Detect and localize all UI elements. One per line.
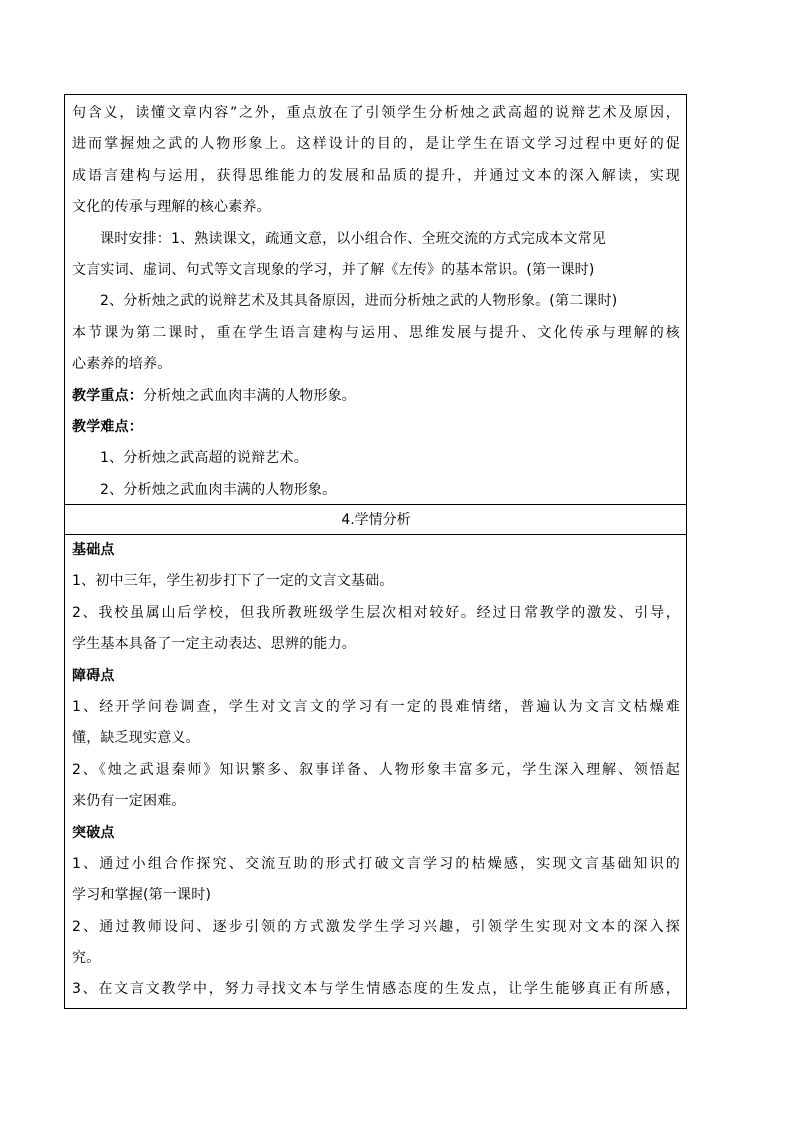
basic-line: 学生基本具备了一定主动表达、思辨的能力。 (72, 636, 356, 653)
lesson-plan-table (64, 94, 687, 1009)
schedule-line: 2、分析烛之武的说辩艺术及其具备原因，进而分析烛之武的人物形象。(第二课时) (100, 293, 618, 310)
paragraph-line: 句含义，读懂文章内容”之外，重点放在了引领学生分析烛之武高超的说辩艺术及原因， (72, 105, 680, 121)
learner-analysis-cell (65, 535, 686, 1008)
key-point-label: 教学重点： (72, 387, 143, 404)
paragraph-line: 成语言建构与运用，获得思维能力的发展和品质的提升，并通过文本的深入解读，实现 (72, 167, 680, 184)
breakthrough-line: 2、通过教师设问、逐步引领的方式激发学生学习兴趣，引领学生实现对文本的深入探 (72, 918, 680, 935)
section-header: 4.学情分析 (65, 505, 686, 535)
obstacle-line: 来仍有一定困难。 (72, 793, 186, 810)
difficulty-item: 1、分析烛之武高超的说辩艺术。 (100, 450, 308, 467)
key-point-line (72, 381, 680, 412)
basic-line: 1、初中三年，学生初步打下了一定的文言文基础。 (72, 573, 394, 590)
obstacle-label: 障碍点 (72, 667, 115, 684)
breakthrough-line: 3、在文言文教学中，努力寻找文本与学生情感态度的生发点，让学生能够真正有所感， (72, 981, 680, 998)
difficulty-item: 2、分析烛之武血肉丰满的人物形象。 (100, 481, 337, 498)
basic-label: 基础点 (72, 542, 115, 558)
schedule-line: 课时安排：1、熟读课文，疏通文意，以小组合作、全班交流的方式完成本文常见 (100, 230, 607, 247)
breakthrough-line: 学习和掌握(第一课时) (72, 887, 212, 904)
obstacle-line: 1、经开学问卷调查，学生对文言文的学习有一定的畏难情绪，普遍认为文言文枯燥难 (72, 698, 680, 715)
key-point-text: 分析烛之武血肉丰满的人物形象。 (143, 387, 356, 404)
paragraph-line: 文化的传承与理解的核心素养。 (72, 199, 271, 216)
breakthrough-line: 究。 (72, 950, 101, 967)
schedule-line: 心素养的培养。 (72, 356, 172, 373)
schedule-line: 本节课为第二课时，重在学生语言建构与运用、思维发展与提升、文化传承与理解的核 (72, 324, 680, 341)
teaching-design-cell (65, 95, 686, 505)
breakthrough-label: 突破点 (72, 824, 115, 841)
paragraph-line: 进而掌握烛之武的人物形象上。这样设计的目的，是让学生在语文学习过程中更好的促 (72, 136, 680, 153)
breakthrough-line: 1、通过小组合作探究、交流互助的形式打破文言学习的枯燥感，实现文言基础知识的 (72, 855, 680, 872)
schedule-line: 文言实词、虚词、句式等文言现象的学习，并了解《左传》的基本常识。(第一课时) (72, 261, 595, 278)
obstacle-line: 2、《烛之武退秦师》知识繁多、叙事详备、人物形象丰富多元，学生深入理解、领悟起 (72, 761, 680, 778)
obstacle-line: 懂，缺乏现实意义。 (72, 730, 200, 747)
basic-line: 2、我校虽属山后学校，但我所教班级学生层次相对较好。经过日常教学的激发、引导， (72, 604, 680, 621)
difficulty-label: 教学难点： (72, 418, 143, 435)
